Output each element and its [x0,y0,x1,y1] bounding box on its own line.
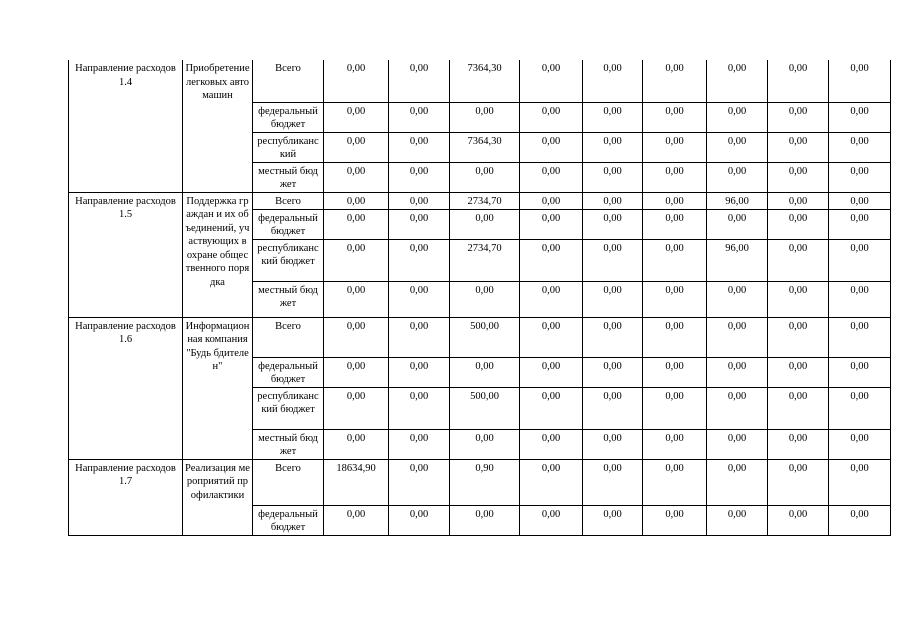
amount-cell: 0,00 [829,387,891,429]
amount-cell: 0,00 [707,357,768,387]
amount-cell: 0,00 [583,162,643,192]
amount-cell: 0,00 [389,192,450,209]
amount-cell: 0,00 [768,239,829,281]
amount-cell: 0,00 [707,317,768,357]
amount-cell: 0,00 [707,387,768,429]
amount-cell: 0,00 [324,162,389,192]
amount-cell: 0,00 [768,429,829,459]
table-row [69,459,891,505]
amount-cell: 0,00 [520,239,583,281]
amount-cell: 0,00 [389,102,450,132]
amount-cell: 0,00 [707,162,768,192]
amount-cell: 0,00 [520,505,583,535]
amount-cell: 0,00 [707,209,768,239]
funding-source-cell: Всего [253,317,324,357]
amount-cell: 0,00 [707,281,768,317]
amount-cell: 0,00 [583,60,643,102]
amount-cell: 0,00 [583,132,643,162]
amount-cell: 0,00 [324,429,389,459]
amount-cell: 0,00 [324,60,389,102]
amount-cell: 0,00 [643,192,707,209]
amount-cell: 0,00 [829,60,891,102]
amount-cell: 0,00 [583,459,643,505]
amount-cell: 0,00 [389,209,450,239]
amount-cell: 0,00 [768,132,829,162]
section-cell: Направление расходов 1.7 [69,459,183,535]
amount-cell: 0,00 [583,192,643,209]
amount-cell: 0,00 [768,281,829,317]
amount-cell: 0,00 [324,239,389,281]
amount-cell: 0,00 [583,239,643,281]
amount-cell: 0,00 [707,102,768,132]
amount-cell: 0,00 [643,387,707,429]
amount-cell: 0,90 [450,459,520,505]
measure-cell: Информационная компания "Будь бдителен" [183,317,253,459]
amount-cell: 0,00 [583,102,643,132]
amount-cell: 0,00 [520,281,583,317]
measure-cell: Поддержка граждан и их объединений, участвующих в охране общественного порядка [183,192,253,317]
amount-cell: 0,00 [520,102,583,132]
amount-cell: 0,00 [450,209,520,239]
amount-cell: 0,00 [583,387,643,429]
amount-cell: 0,00 [450,281,520,317]
amount-cell: 0,00 [324,387,389,429]
amount-cell: 0,00 [450,357,520,387]
amount-cell: 0,00 [707,132,768,162]
amount-cell: 0,00 [520,192,583,209]
amount-cell: 0,00 [768,60,829,102]
amount-cell: 0,00 [829,239,891,281]
amount-cell: 0,00 [324,317,389,357]
amount-cell: 0,00 [643,132,707,162]
amount-cell: 7364,30 [450,60,520,102]
amount-cell: 0,00 [829,132,891,162]
amount-cell: 0,00 [643,429,707,459]
amount-cell: 0,00 [450,505,520,535]
amount-cell: 0,00 [643,281,707,317]
amount-cell: 0,00 [520,132,583,162]
amount-cell: 0,00 [520,429,583,459]
amount-cell: 500,00 [450,387,520,429]
amount-cell: 0,00 [768,387,829,429]
funding-source-cell: местный бюджет [253,162,324,192]
amount-cell: 0,00 [389,387,450,429]
amount-cell: 0,00 [643,459,707,505]
amount-cell: 0,00 [768,209,829,239]
amount-cell: 0,00 [389,429,450,459]
amount-cell: 96,00 [707,239,768,281]
amount-cell: 0,00 [520,162,583,192]
funding-source-cell: Всего [253,60,324,102]
amount-cell: 0,00 [520,60,583,102]
amount-cell: 0,00 [389,239,450,281]
amount-cell: 0,00 [643,162,707,192]
amount-cell: 0,00 [520,387,583,429]
amount-cell: 0,00 [643,209,707,239]
amount-cell: 0,00 [520,209,583,239]
funding-source-cell: республиканский бюджет [253,239,324,281]
amount-cell: 0,00 [583,505,643,535]
measure-cell: Приобретение легковых автомашин [183,60,253,192]
amount-cell: 2734,70 [450,192,520,209]
amount-cell: 0,00 [643,317,707,357]
amount-cell: 0,00 [324,132,389,162]
amount-cell: 0,00 [450,429,520,459]
table-row [69,60,891,102]
amount-cell: 0,00 [389,317,450,357]
amount-cell: 0,00 [324,281,389,317]
amount-cell: 0,00 [829,459,891,505]
amount-cell: 0,00 [829,317,891,357]
amount-cell: 0,00 [389,60,450,102]
funding-source-cell: местный бюджет [253,281,324,317]
amount-cell: 0,00 [389,162,450,192]
amount-cell: 0,00 [324,102,389,132]
amount-cell: 0,00 [389,505,450,535]
amount-cell: 0,00 [829,162,891,192]
amount-cell: 0,00 [450,102,520,132]
amount-cell: 0,00 [768,317,829,357]
amount-cell: 0,00 [768,505,829,535]
amount-cell: 0,00 [768,102,829,132]
amount-cell: 0,00 [389,281,450,317]
table-row [69,192,891,209]
funding-source-cell: федеральный бюджет [253,102,324,132]
funding-source-cell: Всего [253,192,324,209]
amount-cell: 2734,70 [450,239,520,281]
amount-cell: 0,00 [643,505,707,535]
amount-cell: 0,00 [643,357,707,387]
amount-cell: 0,00 [829,505,891,535]
amount-cell: 0,00 [707,60,768,102]
amount-cell: 0,00 [829,192,891,209]
amount-cell: 0,00 [643,239,707,281]
amount-cell: 0,00 [324,357,389,387]
amount-cell: 0,00 [707,429,768,459]
amount-cell: 0,00 [583,209,643,239]
amount-cell: 0,00 [520,459,583,505]
amount-cell: 0,00 [324,505,389,535]
amount-cell: 0,00 [389,459,450,505]
amount-cell: 0,00 [520,317,583,357]
amount-cell: 0,00 [829,357,891,387]
amount-cell: 0,00 [829,429,891,459]
amount-cell: 0,00 [583,281,643,317]
funding-source-cell: федеральный бюджет [253,357,324,387]
table-row [69,317,891,357]
amount-cell: 0,00 [768,459,829,505]
amount-cell: 0,00 [389,132,450,162]
funding-source-cell: Всего [253,459,324,505]
amount-cell: 96,00 [707,192,768,209]
amount-cell: 0,00 [643,102,707,132]
section-cell: Направление расходов 1.5 [69,192,183,317]
amount-cell: 0,00 [450,162,520,192]
amount-cell: 0,00 [520,357,583,387]
amount-cell: 0,00 [643,60,707,102]
funding-source-cell: республиканский бюджет [253,387,324,429]
amount-cell: 500,00 [450,317,520,357]
amount-cell: 0,00 [829,209,891,239]
amount-cell: 0,00 [324,192,389,209]
amount-cell: 0,00 [829,102,891,132]
funding-source-cell: федеральный бюджет [253,505,324,535]
budget-table [68,60,891,536]
amount-cell: 0,00 [583,317,643,357]
amount-cell: 0,00 [389,357,450,387]
section-cell: Направление расходов 1.6 [69,317,183,459]
measure-cell: Реализация мероприятий профилактики [183,459,253,535]
amount-cell: 0,00 [768,162,829,192]
amount-cell: 0,00 [583,429,643,459]
amount-cell: 0,00 [768,192,829,209]
amount-cell: 7364,30 [450,132,520,162]
funding-source-cell: республиканский [253,132,324,162]
funding-source-cell: местный бюджет [253,429,324,459]
section-cell: Направление расходов 1.4 [69,60,183,192]
amount-cell: 0,00 [324,209,389,239]
amount-cell: 18634,90 [324,459,389,505]
amount-cell: 0,00 [707,459,768,505]
funding-source-cell: федеральный бюджет [253,209,324,239]
amount-cell: 0,00 [768,357,829,387]
amount-cell: 0,00 [707,505,768,535]
amount-cell: 0,00 [583,357,643,387]
amount-cell: 0,00 [829,281,891,317]
